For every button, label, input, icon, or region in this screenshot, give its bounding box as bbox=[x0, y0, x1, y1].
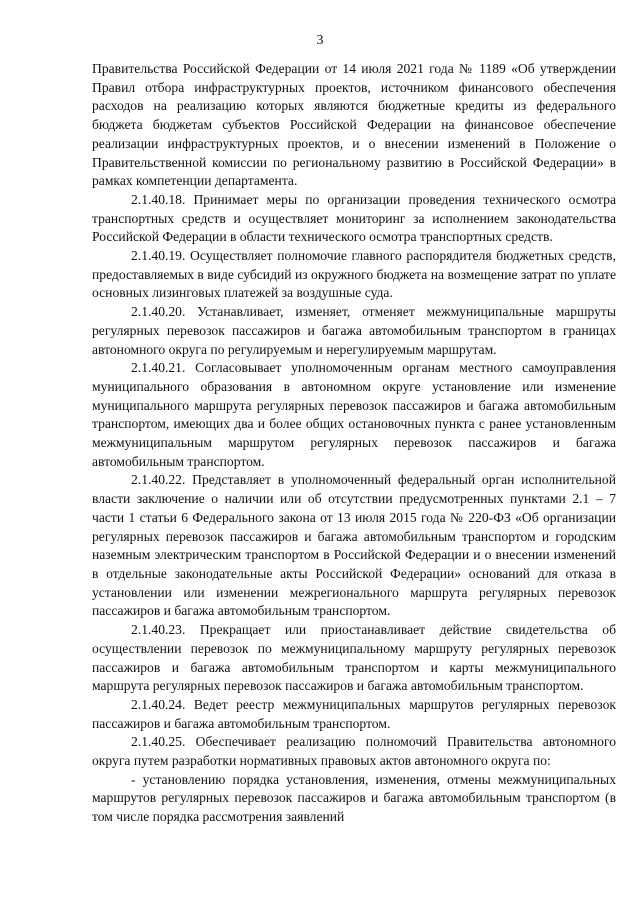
paragraph-2-1-40-24: 2.1.40.24. Ведет реестр межмуниципальных маршрутов регулярных перевозок пассажиров и багажа автомобильным транспортом. bbox=[92, 696, 616, 731]
paragraph-2-1-40-20: 2.1.40.20. Устанавливает, изменяет, отменяет межмуниципальные маршруты регулярных перевозок пассажиров и багажа автомобильным транспортом в границах автономного округа по регулируемым и нерегулируемым маршрутам. bbox=[92, 304, 616, 357]
paragraph-continuation: Правительства Российской Федерации от 14 июля 2021 года № 1189 «Об утверждении Правил отбора инфраструктурных проектов, источником финансового обеспечения расходов на реализацию которых являются бюджетные кредиты из федерального бюджета бюджетам субъектов Российской Федерации на финансовое обеспечение реализации инфраструктурных проектов, и о внесении изменений в Положение о Правительственной комиссии по региональному развитию в Российской Федерации» в рамках компетенции департамента. bbox=[92, 61, 616, 189]
paragraph-2-1-40-25: 2.1.40.25. Обеспечивает реализацию полномочий Правительства автономного округа путем разработки нормативных правовых актов автономного округа по: bbox=[92, 734, 616, 769]
paragraph-2-1-40-23: 2.1.40.23. Прекращает или приостанавливает действие свидетельства об осуществлении перевозок по межмуниципальному маршруту регулярных перевозок пассажиров и багажа автомобильным транспортом и карты межмуниципального маршрута регулярных перевозок пассажиров и багажа автомобильным транспортом. bbox=[92, 622, 616, 694]
paragraph-2-1-40-21: 2.1.40.21. Согласовывает уполномоченным органам местного самоуправления муниципального образования в автономном округе установление или изменение муниципального маршрута регулярных перевозок пассажиров и багажа автомобильным транспортом, имеющих два и более общих остановочных пункта с ранее установленным межмуниципальным маршрутом регулярных перевозок пассажиров и багажа автомобильным транспортом. bbox=[92, 360, 616, 469]
paragraph-2-1-40-18: 2.1.40.18. Принимает меры по организации проведения технического осмотра транспортных средств и осуществляет мониторинг за исполнением законодательства Российской Федерации в области технического осмотра транспортных средств. bbox=[92, 191, 616, 245]
list-item-establishment-procedure: - установлению порядка установления, изменения, отмены межмуниципальных маршрутов регулярных перевозок пассажиров и багажа автомобильным транспортом (в том числе порядка рассмотрения заявлений bbox=[92, 771, 616, 825]
page-number: 3 bbox=[316, 33, 324, 48]
paragraph-2-1-40-19: 2.1.40.19. Осуществляет полномочие главного распорядителя бюджетных средств, предоставляемых в виде субсидий из окружного бюджета на возмещение затрат по уплате основных лизинговых платежей за воздушные суда. bbox=[92, 248, 616, 301]
paragraph-2-1-40-22: 2.1.40.22. Представляет в уполномоченный федеральный орган исполнительной власти заключение о наличии или об отсутствии предусмотренных пунктами 2.1 – 7 части 1 статьи 6 Федерального закона от 13 июля 2015 года № 220-ФЗ «Об организации регулярных перевозок пассажиров и багажа автомобильным транспортом и городским наземным электрическим транспортом в Российской Федерации и о внесении изменений в отдельные законодательные акты Российской Федерации» оснований для отказа в установлении или изменении межрегионального маршрута регулярных перевозок пассажиров и багажа автомобильным транспортом. bbox=[92, 472, 616, 619]
document-body bbox=[92, 60, 616, 827]
